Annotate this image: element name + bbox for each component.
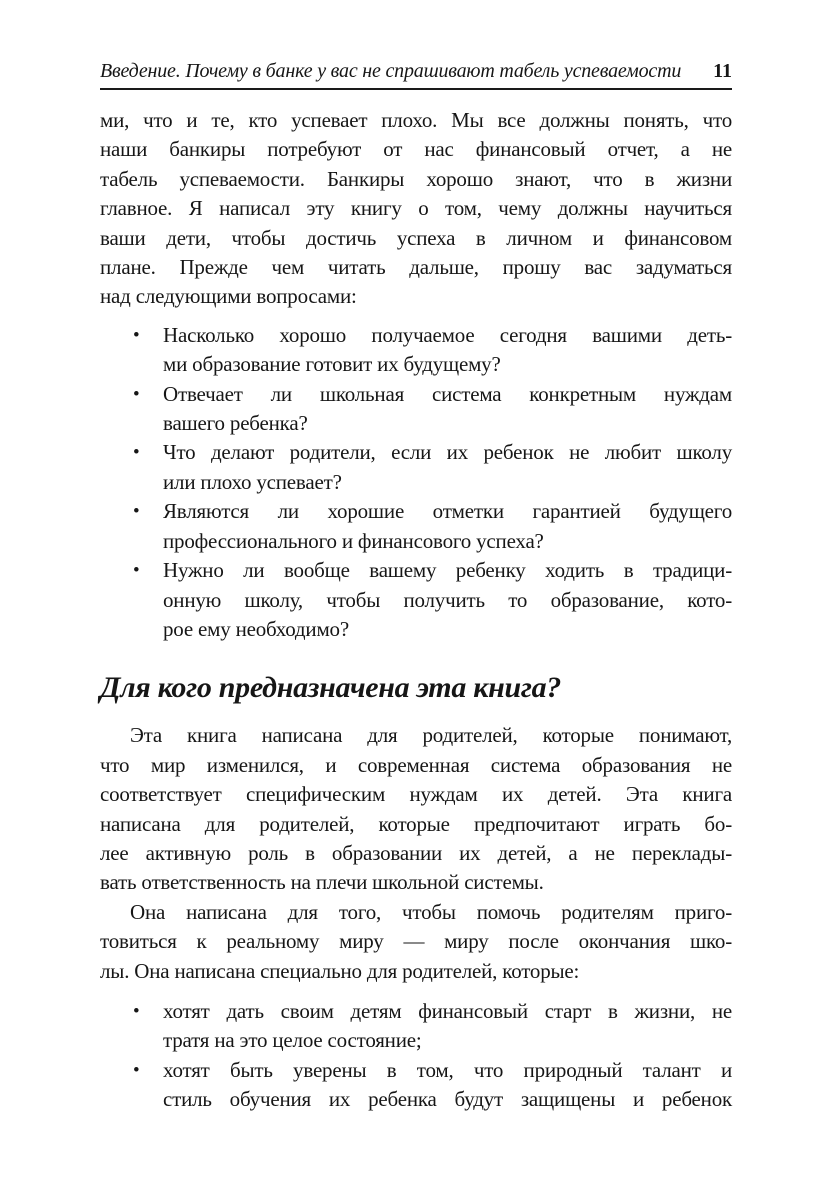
list-item-text <box>163 380 732 439</box>
text-line: Отвечает ли школьная система конкретным нуждам <box>163 381 732 406</box>
list-item-text <box>163 1056 732 1115</box>
list-item-text <box>163 997 732 1056</box>
text-line: ваши дети, чтобы достичь успеха в личном и финансовом <box>100 225 732 250</box>
text-line: ми образование готовит их будущему? <box>163 352 501 377</box>
text-line: соответствует специфическим нуждам их детей. Эта книга <box>100 782 732 807</box>
text-line: хотят дать своим детям финансовый старт в жизни, не <box>163 998 732 1023</box>
text-line: товиться к реальному миру — миру после окончания шко- <box>100 929 732 954</box>
list-item <box>100 497 732 556</box>
list-item-text <box>163 321 732 380</box>
list-item-text <box>163 556 732 644</box>
bullet-icon: • <box>133 383 140 405</box>
text-line: Эта книга написана для родителей, которые понимают, <box>130 723 732 748</box>
bullet-icon: • <box>133 324 140 346</box>
bullet-icon: • <box>133 1000 140 1022</box>
purpose-paragraph <box>100 898 732 986</box>
text-line: табель успеваемости. Банкиры хорошо знают, что в жизни <box>100 166 732 191</box>
text-line: вать ответственность на плечи школьной системы. <box>100 870 544 895</box>
bullet-icon: • <box>133 1059 140 1081</box>
text-line: что мир изменился, и современная система образования не <box>100 752 732 777</box>
text-line: рое ему необходимо? <box>163 616 349 641</box>
audience-list <box>100 997 732 1115</box>
text-line: лы. Она написана специально для родителей, которые: <box>100 958 580 983</box>
page-number: 11 <box>713 60 732 82</box>
text-line: Являются ли хорошие отметки гарантией будущего <box>163 499 732 524</box>
question-list <box>100 321 732 644</box>
list-item <box>100 438 732 497</box>
running-head <box>100 60 732 90</box>
text-line: плане. Прежде чем читать дальше, прошу вас задуматься <box>100 255 732 280</box>
text-line: вашего ребенка? <box>163 411 308 436</box>
bullet-icon: • <box>133 560 140 582</box>
list-item <box>100 380 732 439</box>
text-line: стиль обучения их ребенка будут защищены и ребенок <box>163 1087 732 1112</box>
list-item-text <box>163 497 732 556</box>
list-item <box>100 321 732 380</box>
text-line: Нужно ли вообще вашему ребенку ходить в традици- <box>163 558 732 583</box>
text-line: Насколько хорошо получаемое сегодня вашими деть- <box>163 322 732 347</box>
list-item <box>100 1056 732 1115</box>
list-item <box>100 997 732 1056</box>
opening-paragraph <box>100 106 732 312</box>
running-head-title: Введение. Почему в банке у вас не спрашивают табель успеваемости <box>100 60 682 82</box>
page-body <box>100 106 732 1115</box>
bullet-icon: • <box>133 442 140 464</box>
text-line: лее активную роль в образовании их детей, а не переклады- <box>100 840 732 865</box>
text-line: над следующими вопросами: <box>100 284 357 309</box>
text-line: ми, что и те, кто успевает плохо. Мы все должны понять, что <box>100 108 732 132</box>
text-line: главное. Я написал эту книгу о том, чему должны научиться <box>100 196 732 221</box>
audience-paragraph <box>100 721 732 897</box>
text-line: наши банкиры потребуют от нас финансовый отчет, а не <box>100 137 732 162</box>
section-heading: Для кого предназначена эта книга? <box>100 671 562 705</box>
text-line: Что делают родители, если их ребенок не любит школу <box>163 440 732 465</box>
text-line: профессионального и финансового успеха? <box>163 528 544 553</box>
text-line: написана для родителей, которые предпочитают играть бо- <box>100 811 732 836</box>
text-line: хотят быть уверены в том, что природный талант и <box>163 1057 732 1082</box>
bullet-icon: • <box>133 501 140 523</box>
list-item <box>100 556 732 644</box>
list-item-text <box>163 438 732 497</box>
text-line: Она написана для того, чтобы помочь родителям приго- <box>130 899 732 924</box>
text-line: тратя на это целое состояние; <box>163 1028 422 1053</box>
text-line: онную школу, чтобы получить то образование, кото- <box>163 587 732 612</box>
text-line: или плохо успевает? <box>163 469 342 494</box>
